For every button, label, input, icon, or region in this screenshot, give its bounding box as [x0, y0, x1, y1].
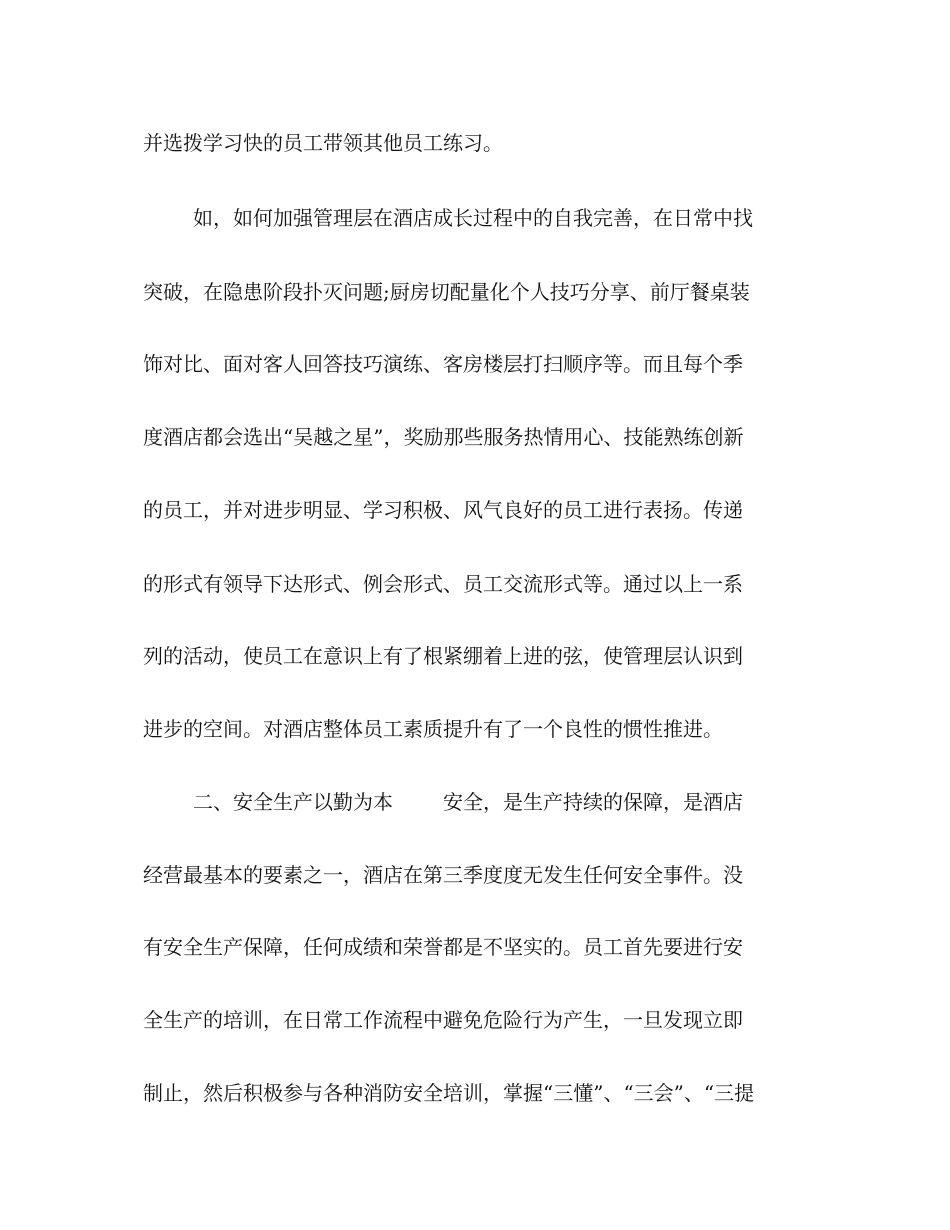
text-line-7: 的形式有领导下达形式、例会形式、员工交流形式等。通过以上一系 — [143, 572, 743, 596]
text-line-8: 列的活动，使员工在意识上有了根紧绷着上进的弦，使管理层认识到 — [143, 644, 743, 668]
text-line-1: 并选拨学习快的员工带领其他员工练习。 — [143, 131, 503, 155]
text-line-11: 有安全生产保障，任何成绩和荣誉都是不坚实的。员工首先要进行安 — [143, 935, 743, 959]
text-line-9: 进步的空间。对酒店整体员工素质提升有了一个良性的惯性推进。 — [143, 717, 723, 741]
section-heading: 二、安全生产以勤为本 — [193, 790, 393, 814]
text-line-12: 全生产的培训，在日常工作流程中避免危险行为产生，一旦发现立即 — [143, 1008, 743, 1032]
text-line-10: 经营最基本的要素之一，酒店在第三季度度无发生任何安全事件。没 — [143, 863, 743, 887]
text-line-6: 的员工，并对进步明显、学习积极、风气良好的员工进行表扬。传递 — [143, 498, 743, 522]
text-line-3: 突破，在隐患阶段扑灭问题;厨房切配量化个人技巧分享、前厅餐桌装 — [143, 280, 750, 304]
text-line-2: 如，如何加强管理层在酒店成长过程中的自我完善，在日常中找 — [193, 206, 753, 230]
text-line-13: 制止，然后积极参与各种消防安全培训，掌握“三懂”、“三会”、“三提 — [143, 1081, 755, 1105]
section-first-text: 安全，是生产持续的保障，是酒店 — [443, 790, 743, 814]
section-heading-line — [193, 787, 863, 817]
text-line-5: 度酒店都会选出“吴越之星”，奖励那些服务热情用心、技能熟练创新 — [143, 425, 744, 449]
text-line-4: 饰对比、面对客人回答技巧演练、客房楼层打扫顺序等。而且每个季 — [143, 352, 743, 376]
